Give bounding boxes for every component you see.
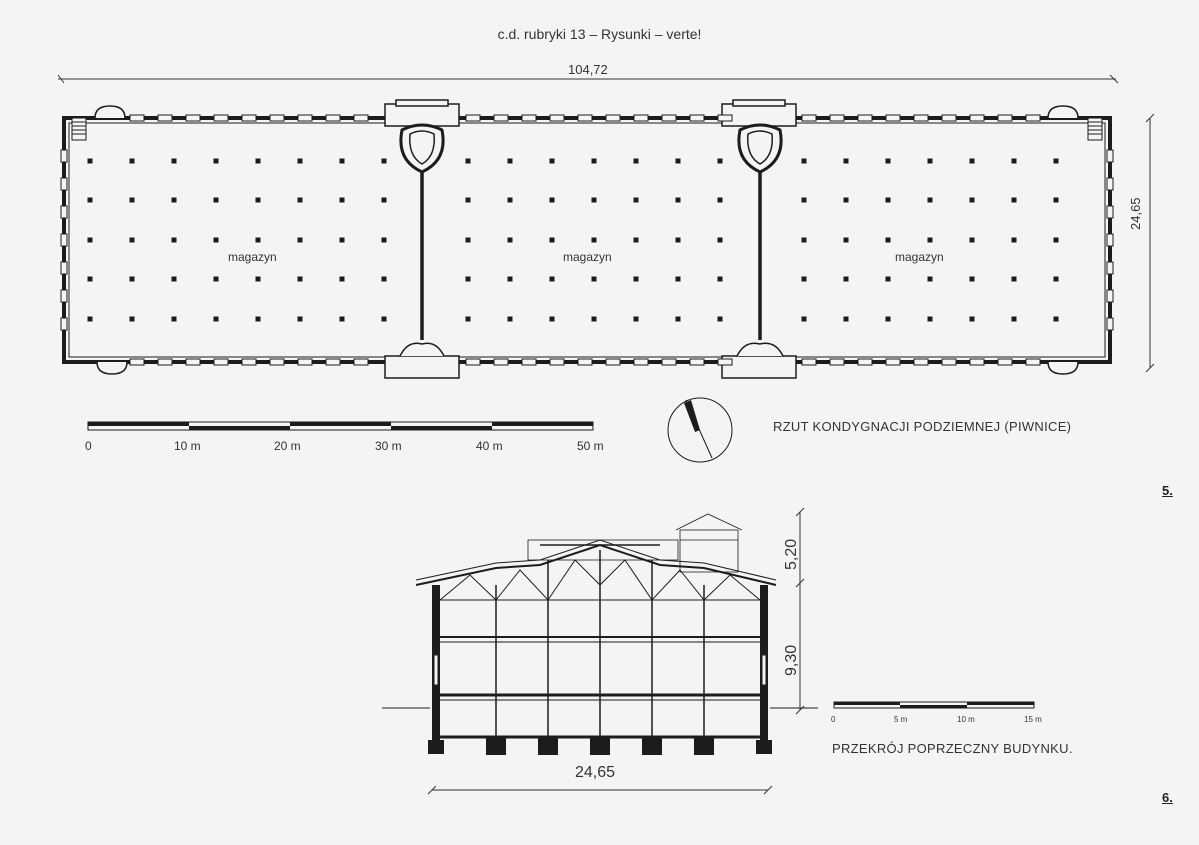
column-mark [214, 159, 219, 164]
window-opening [690, 359, 704, 365]
column-mark [970, 198, 975, 203]
column-mark [928, 198, 933, 203]
column-mark [634, 238, 639, 243]
window-opening [1026, 359, 1040, 365]
column-mark [340, 277, 345, 282]
column-mark [172, 238, 177, 243]
column-mark [592, 238, 597, 243]
column-mark [676, 317, 681, 322]
column-mark [844, 159, 849, 164]
window-opening [690, 115, 704, 121]
window-opening [886, 115, 900, 121]
column-mark [382, 198, 387, 203]
plan-scale-bar [88, 422, 593, 430]
window-opening [634, 115, 648, 121]
window-opening [942, 115, 956, 121]
window-opening [130, 359, 144, 365]
column-mark [676, 238, 681, 243]
window-opening [830, 359, 844, 365]
window-opening [998, 115, 1012, 121]
column-mark [1054, 277, 1059, 282]
column-mark [550, 198, 555, 203]
column-mark [382, 238, 387, 243]
column-mark [214, 198, 219, 203]
window-opening [634, 359, 648, 365]
column-mark [466, 317, 471, 322]
room-label-magazyn-3: magazyn [895, 250, 944, 264]
column-mark [382, 277, 387, 282]
column-mark [550, 238, 555, 243]
column-mark [1054, 238, 1059, 243]
window-opening [186, 115, 200, 121]
window-opening [354, 115, 368, 121]
window-opening [1107, 318, 1113, 330]
window-opening [522, 359, 536, 365]
window-opening [494, 359, 508, 365]
north-arrow [668, 398, 732, 462]
window-opening [186, 359, 200, 365]
window-opening [130, 115, 144, 121]
column-mark [508, 238, 513, 243]
column-mark [592, 159, 597, 164]
column-mark [844, 198, 849, 203]
window-opening [662, 359, 676, 365]
column-mark [214, 277, 219, 282]
window-opening [270, 359, 284, 365]
column-mark [466, 159, 471, 164]
column-mark [1054, 317, 1059, 322]
column-mark [130, 238, 135, 243]
section-height-upper: 5,20 [783, 538, 800, 570]
column-mark [382, 317, 387, 322]
column-mark [340, 317, 345, 322]
window-opening [61, 206, 67, 218]
column-mark [466, 238, 471, 243]
column-mark [298, 159, 303, 164]
column-mark [550, 277, 555, 282]
column-mark [592, 198, 597, 203]
column-mark [130, 317, 135, 322]
stair-towers [385, 100, 796, 378]
width-dimension-line [1146, 114, 1154, 372]
wall-openings [61, 115, 1113, 365]
column-mark [802, 159, 807, 164]
window-opening [1107, 234, 1113, 246]
column-mark [676, 277, 681, 282]
column-mark [550, 317, 555, 322]
window-opening [214, 115, 228, 121]
column-mark [340, 198, 345, 203]
column-mark [634, 277, 639, 282]
window-opening [466, 115, 480, 121]
sheet-header: c.d. rubryki 13 – Rysunki – verte! [497, 26, 702, 42]
column-grid [88, 159, 1059, 322]
window-opening [830, 115, 844, 121]
window-opening [970, 115, 984, 121]
window-opening [858, 115, 872, 121]
window-opening [61, 318, 67, 330]
window-opening [522, 115, 536, 121]
plan-caption: RZUT KONDYGNACJI PODZIEMNEJ (PIWNICE) [773, 419, 1072, 434]
column-mark [172, 277, 177, 282]
window-opening [550, 359, 564, 365]
column-mark [718, 317, 723, 322]
window-opening [1107, 150, 1113, 162]
window-opening [550, 115, 564, 121]
window-opening [242, 359, 256, 365]
column-mark [886, 317, 891, 322]
column-mark [886, 238, 891, 243]
column-mark [466, 198, 471, 203]
window-opening [158, 115, 172, 121]
window-opening [466, 359, 480, 365]
window-opening [802, 115, 816, 121]
window-opening [158, 359, 172, 365]
window-opening [1107, 178, 1113, 190]
column-mark [634, 159, 639, 164]
window-opening [914, 359, 928, 365]
column-mark [802, 198, 807, 203]
window-opening [1107, 262, 1113, 274]
window-opening [494, 115, 508, 121]
column-mark [508, 159, 513, 164]
column-mark [1012, 238, 1017, 243]
window-opening [242, 115, 256, 121]
column-mark [1012, 277, 1017, 282]
column-mark [1012, 198, 1017, 203]
window-opening [578, 115, 592, 121]
column-mark [970, 277, 975, 282]
window-opening [606, 115, 620, 121]
column-mark [466, 277, 471, 282]
window-opening [354, 359, 368, 365]
window-opening [718, 359, 732, 365]
section-scale-label-5: 5 m [894, 715, 908, 724]
column-mark [886, 159, 891, 164]
column-mark [844, 317, 849, 322]
window-opening [61, 262, 67, 274]
column-mark [802, 238, 807, 243]
window-opening [858, 359, 872, 365]
column-mark [718, 198, 723, 203]
section-width-dimension: 24,65 [575, 764, 616, 781]
plan-page-number: 5. [1162, 483, 1173, 498]
column-mark [88, 317, 93, 322]
plan-scale-label-0: 0 [85, 439, 92, 453]
column-mark [718, 159, 723, 164]
column-mark [634, 198, 639, 203]
section-scale-label-10: 10 m [957, 715, 975, 724]
column-mark [886, 277, 891, 282]
column-mark [592, 317, 597, 322]
column-mark [802, 317, 807, 322]
column-mark [256, 317, 261, 322]
column-mark [1012, 159, 1017, 164]
column-mark [718, 277, 723, 282]
window-opening [326, 359, 340, 365]
window-opening [998, 359, 1012, 365]
plan-scale-label-50: 50 m [577, 439, 604, 453]
window-opening [214, 359, 228, 365]
section-scale-label-0: 0 [831, 715, 836, 724]
window-opening [886, 359, 900, 365]
window-opening [578, 359, 592, 365]
column-mark [676, 159, 681, 164]
column-mark [256, 238, 261, 243]
column-mark [844, 238, 849, 243]
section-scale-bar [834, 702, 1034, 708]
column-mark [214, 317, 219, 322]
column-mark [256, 277, 261, 282]
column-mark [1054, 198, 1059, 203]
column-mark [88, 198, 93, 203]
column-mark [928, 317, 933, 322]
window-opening [718, 115, 732, 121]
column-mark [172, 159, 177, 164]
plan-width-dimension: 24,65 [1128, 197, 1143, 230]
column-mark [928, 238, 933, 243]
column-mark [634, 317, 639, 322]
section-caption: PRZEKRÓJ POPRZECZNY BUDYNKU. [832, 741, 1073, 756]
column-mark [172, 317, 177, 322]
window-opening [61, 290, 67, 302]
column-mark [928, 159, 933, 164]
column-mark [1054, 159, 1059, 164]
window-opening [61, 234, 67, 246]
column-mark [130, 159, 135, 164]
column-mark [172, 198, 177, 203]
column-mark [844, 277, 849, 282]
cross-section-drawing [382, 514, 818, 755]
plan-outer-walls [64, 118, 1110, 362]
column-mark [970, 159, 975, 164]
window-opening [662, 115, 676, 121]
window-opening [1026, 115, 1040, 121]
column-mark [970, 238, 975, 243]
window-opening [298, 359, 312, 365]
section-height-lower: 9,30 [783, 644, 800, 676]
column-mark [592, 277, 597, 282]
column-mark [298, 277, 303, 282]
plan-length-dimension: 104,72 [568, 62, 608, 77]
window-opening [914, 115, 928, 121]
column-mark [298, 317, 303, 322]
window-opening [61, 178, 67, 190]
column-mark [508, 277, 513, 282]
section-scale-label-15: 15 m [1024, 715, 1042, 724]
room-label-magazyn-2: magazyn [563, 250, 612, 264]
column-mark [214, 238, 219, 243]
column-mark [88, 238, 93, 243]
column-mark [886, 198, 891, 203]
column-mark [88, 159, 93, 164]
window-opening [1107, 290, 1113, 302]
window-opening [270, 115, 284, 121]
column-mark [718, 238, 723, 243]
column-mark [508, 198, 513, 203]
plan-scale-label-10: 10 m [174, 439, 201, 453]
window-opening [298, 115, 312, 121]
column-mark [256, 159, 261, 164]
column-mark [1012, 317, 1017, 322]
column-mark [508, 317, 513, 322]
column-mark [382, 159, 387, 164]
column-mark [130, 277, 135, 282]
column-mark [88, 277, 93, 282]
plan-scale-label-20: 20 m [274, 439, 301, 453]
window-opening [1107, 206, 1113, 218]
window-opening [61, 150, 67, 162]
column-mark [298, 238, 303, 243]
column-mark [340, 238, 345, 243]
column-mark [550, 159, 555, 164]
column-mark [928, 277, 933, 282]
column-mark [970, 317, 975, 322]
column-mark [298, 198, 303, 203]
column-mark [340, 159, 345, 164]
column-mark [130, 198, 135, 203]
plan-scale-label-40: 40 m [476, 439, 503, 453]
column-mark [256, 198, 261, 203]
window-opening [606, 359, 620, 365]
window-opening [970, 359, 984, 365]
column-mark [676, 198, 681, 203]
plan-scale-label-30: 30 m [375, 439, 402, 453]
window-opening [326, 115, 340, 121]
column-mark [802, 277, 807, 282]
window-opening [942, 359, 956, 365]
room-label-magazyn-1: magazyn [228, 250, 277, 264]
window-opening [802, 359, 816, 365]
section-page-number: 6. [1162, 790, 1173, 805]
